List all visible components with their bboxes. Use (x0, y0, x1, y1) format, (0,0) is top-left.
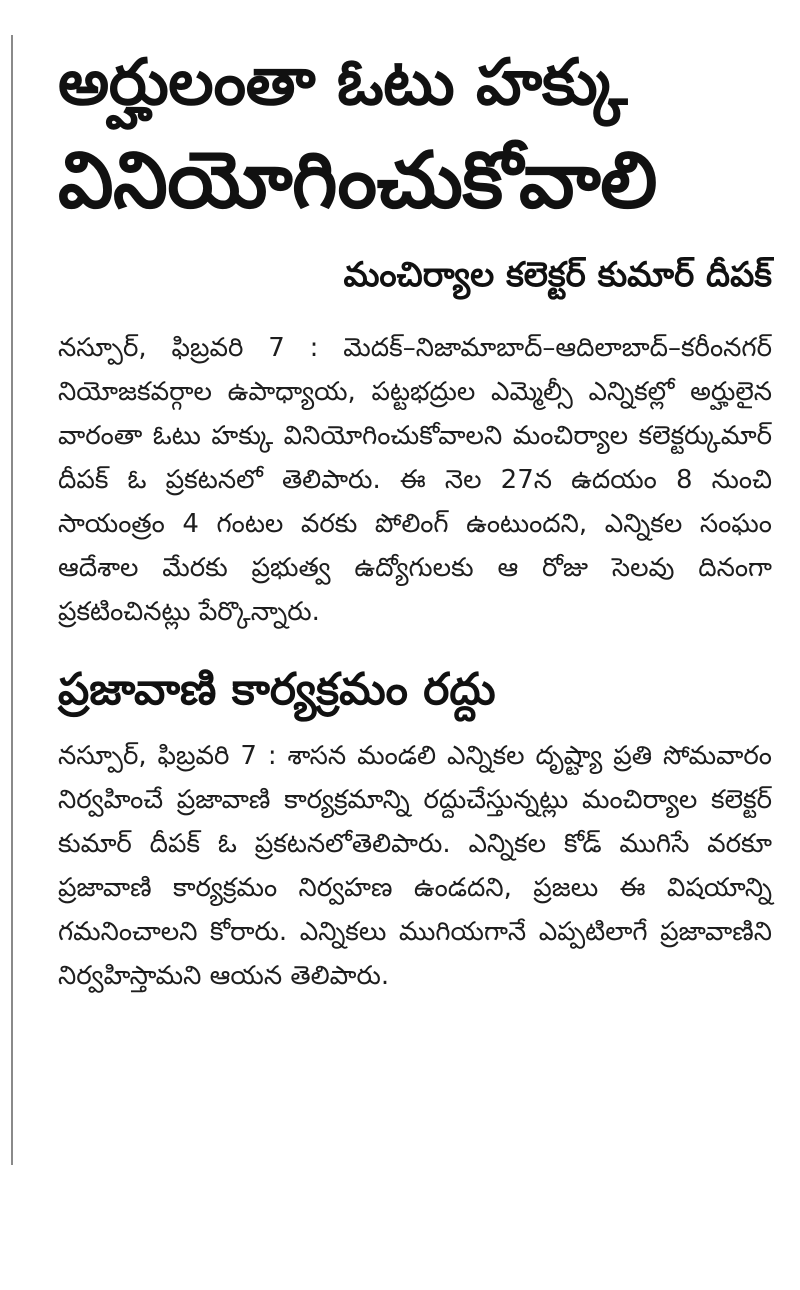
article-paragraph-2: నస్పూర్, ఫిబ్రవరి 7 : శాసన మండలి ఎన్నికల దృష్ట్యా ప్రతి సోమవారం నిర్వహించే ప్రజావాణి కార్యక్రమాన్ని రద్దుచేస్తున్నట్లు మంచిర్యాల కలెక్టర్ కుమార్ దీపక్ ఓ ప్రకటనలోతెలిపారు. ఎన్నికల కోడ్ ముగిసే వరకూ ప్రజావాణి కార్యక్రమం నిర్వహణ ఉండదని, ప్రజలు ఈ విషయాన్ని గమనించాలని కోరారు. ఎన్నికలు ముగియగానే ఎప్పటిలాగే ప్రజావాణిని నిర్వహిస్తామని ఆయన తెలిపారు. (58, 741, 772, 991)
headline-line-1: అర్హులంతా ఓటు హక్కు (58, 46, 628, 120)
byline: మంచిర్యాల కలెక్టర్ కుమార్ దీపక్ (343, 255, 772, 295)
article-paragraph-1: నస్పూర్, ఫిబ్రవరి 7 : మెదక్–నిజామాబాద్–ఆదిలాబాద్–కరీంనగర్ నియోజకవర్గాల ఉపాధ్యాయ, పట్టభద్రుల ఎమ్మెల్సీ ఎన్నికల్లో అర్హులైన వారంతా ఓటు హక్కు వినియోగించుకోవాలని మంచిర్యాల కలెక్టర్కుమార్ దీపక్ ఓ ప్రకటనలో తెలిపారు. ఈ నెల 27న ఉదయం 8 నుంచి సాయంత్రం 4 గంటల వరకు పోలింగ్ ఉంటుందని, ఎన్నికల సంఘం ఆదేశాల మేరకు ప్రభుత్వ ఉద్యోగులకు ఆ రోజు సెలవు దినంగా ప్రకటించినట్లు పేర్కొన్నారు. (58, 333, 772, 627)
headline (58, 40, 772, 232)
headline-line-2: వినియోగించుకోవాలి (58, 136, 657, 226)
news-article (58, 40, 772, 998)
subheading: ప్రజావాణి కార్యక్రమం రద్దు (58, 664, 496, 715)
column-rule (11, 35, 13, 1165)
